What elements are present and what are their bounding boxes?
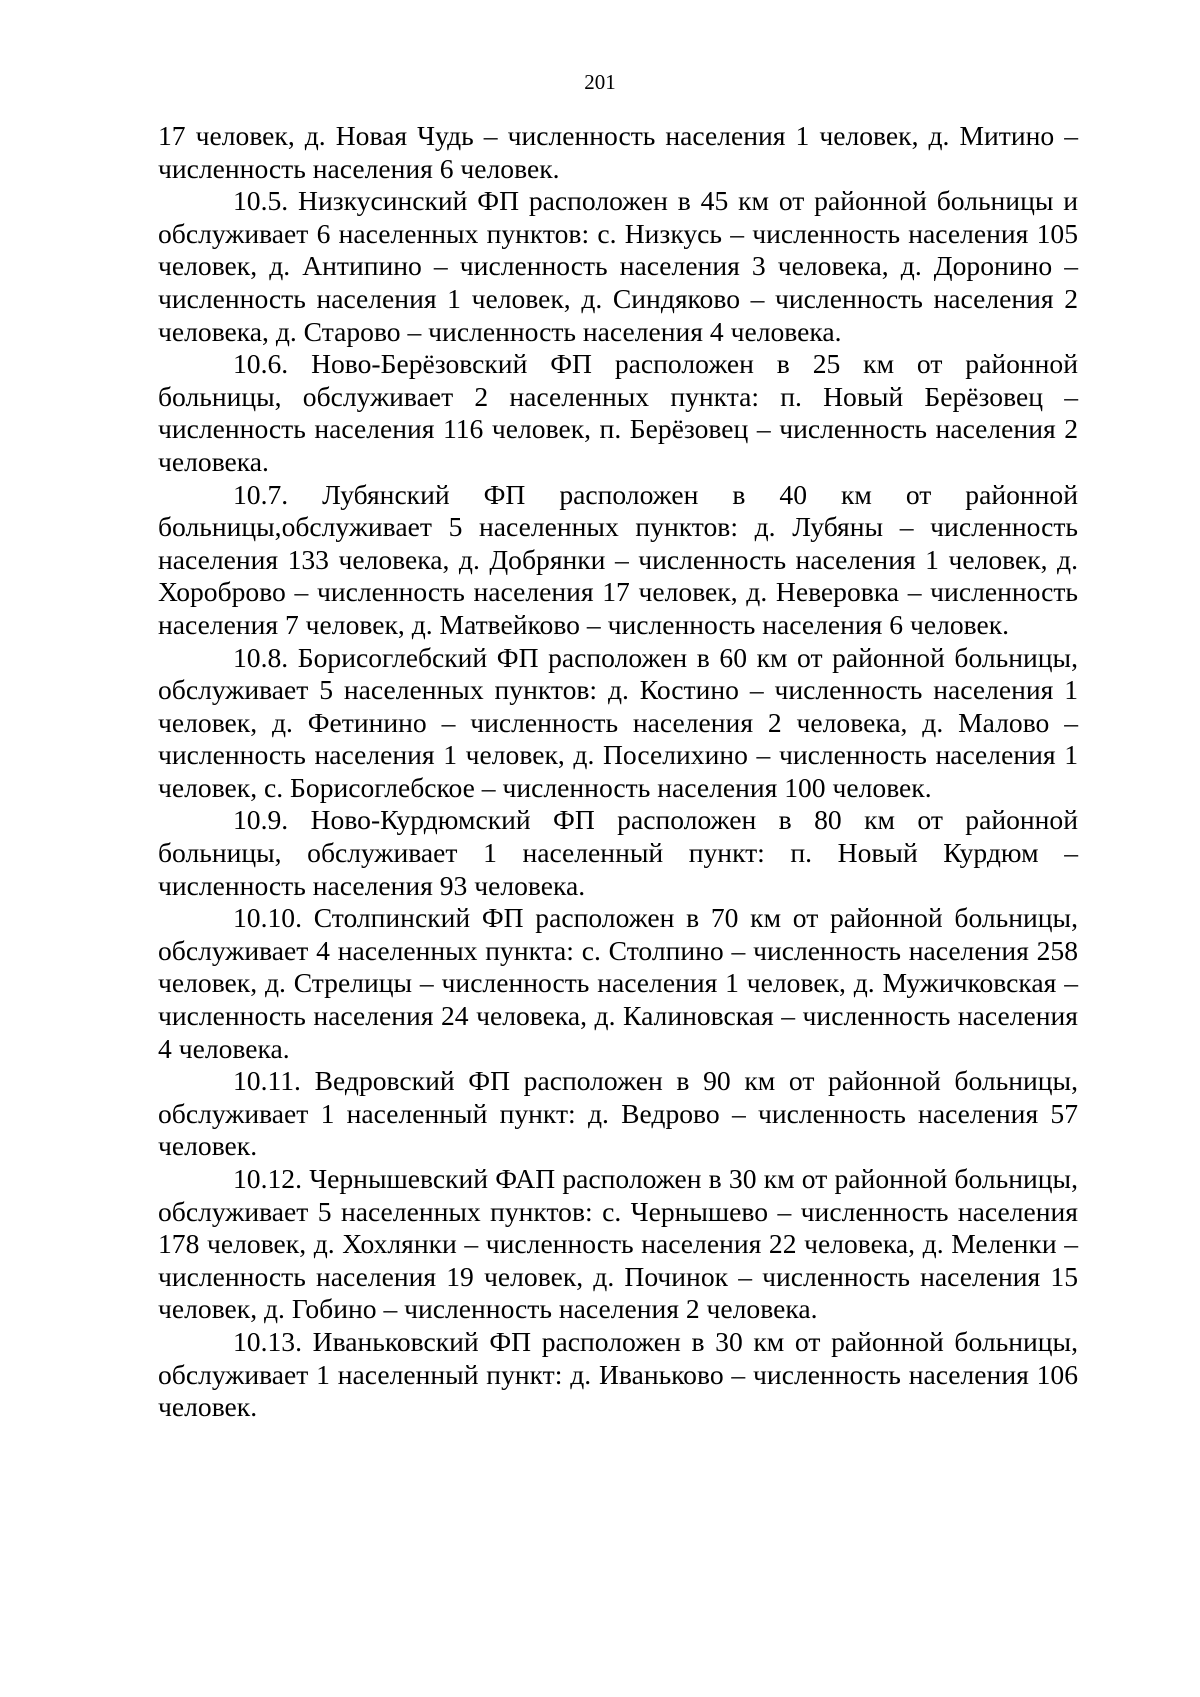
paragraph-10-8: 10.8. Борисоглебский ФП расположен в 60 км от районной больницы, обслуживает 5 населенных пунктов: д. Костино – численность населения 1 человек, д. Фетинино – численность населения 2 человека, д. Малово – численность населения 1 человек, д. Поселихино – численность населения 1 человек, с. Борисоглебское – численность населения 100 человек. bbox=[158, 641, 1078, 803]
paragraph-10-9: 10.9. Ново-Курдюмский ФП расположен в 80 км от районной больницы, обслуживает 1 населенный пункт: п. Новый Курдюм – численность населения 93 человека. bbox=[158, 804, 1078, 901]
paragraph-10-12: 10.12. Чернышевский ФАП расположен в 30 км от районной больницы, обслуживает 5 населенных пунктов: с. Чернышево – численность населения 178 человек, д. Хохлянки – численность населения 22 человека, д. Меленки – численность населения 19 человек, д. Починок – численность населения 15 человек, д. Гобино – численность населения 2 человека. bbox=[158, 1163, 1078, 1325]
page-number: 201 bbox=[584, 70, 616, 94]
paragraph-10-13: 10.13. Иваньковский ФП расположен в 30 км от районной больницы, обслуживает 1 населенный пункт: д. Иваньково – численность населения 106 человек. bbox=[158, 1325, 1078, 1423]
paragraph-10-7: 10.7. Лубянский ФП расположен в 40 км от районной больницы,обслуживает 5 населенных пунктов: д. Лубяны – численность населения 133 человека, д. Добрянки – численность населения 1 человек, д. Хороброво – численность населения 17 человек, д. Неверовка – численность населения 7 человек, д. Матвейково – численность населения 6 человек. bbox=[158, 478, 1078, 640]
document-body bbox=[158, 120, 1078, 1424]
paragraph-10-11: 10.11. Ведровский ФП расположен в 90 км от районной больницы, обслуживает 1 населенный пункт: д. Ведрово – численность населения 57 человек. bbox=[158, 1065, 1078, 1162]
paragraph-continuation: 17 человек, д. Новая Чудь – численность населения 1 человек, д. Митино – численность населения 6 человек. bbox=[158, 120, 1078, 184]
paragraph-10-5: 10.5. Низкусинский ФП расположен в 45 км от районной больницы и обслуживает 6 населенных пунктов: с. Низкусь – численность населения 105 человек, д. Антипино – численность населения 3 человека, д. Доронино – численность населения 1 человек, д. Синдяково – численность населения 2 человека, д. Старово – численность населения 4 человека. bbox=[158, 185, 1078, 347]
paragraph-10-10: 10.10. Столпинский ФП расположен в 70 км от районной больницы, обслуживает 4 населенных пункта: с. Столпино – численность населения 258 человек, д. Стрелицы – численность населения 1 человек, д. Мужичковская – численность населения 24 человека, д. Калиновская – численность населения 4 человека. bbox=[158, 902, 1078, 1064]
paragraph-10-6: 10.6. Ново-Берёзовский ФП расположен в 25 км от районной больницы, обслуживает 2 населенных пункта: п. Новый Берёзовец – численность населения 116 человек, п. Берёзовец – численность населения 2 человека. bbox=[158, 348, 1078, 477]
